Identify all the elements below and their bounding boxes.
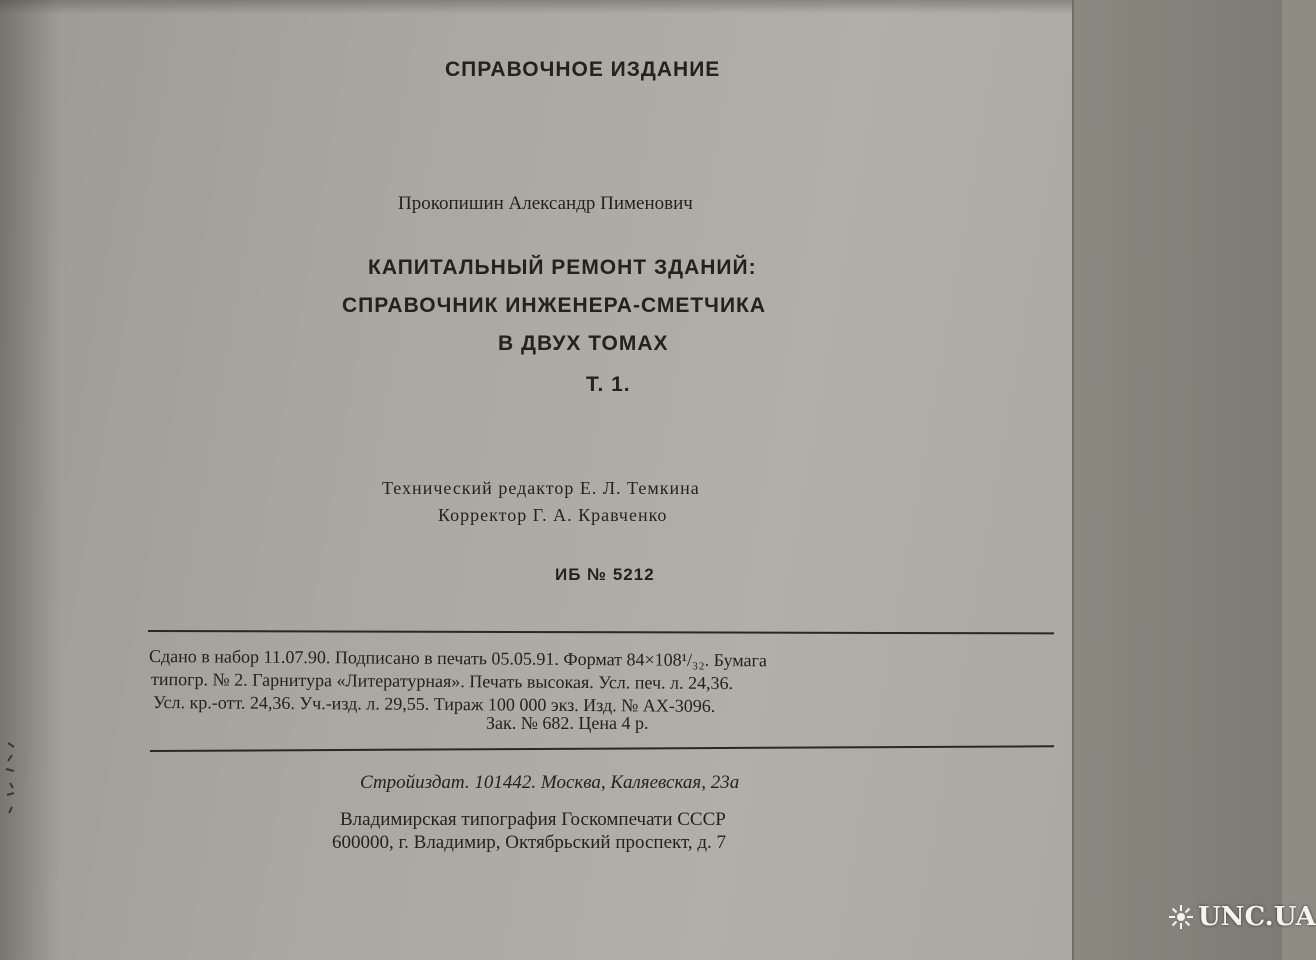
publisher-address: Стройиздат. 101442. Москва, Каляевская, 23а	[360, 772, 740, 793]
imprint-line-4: Зак. № 682. Цена 4 р.	[486, 713, 649, 733]
page-right-edge	[1072, 0, 1282, 960]
sunburst-logo-icon	[1168, 904, 1194, 930]
pencil-marks	[0, 735, 40, 825]
site-watermark	[1168, 902, 1316, 932]
imprint-line-1: Сдано в набор 11.07.90. Подписано в печать 05.05.91. Формат 84×108¹/₃₂. Бумага	[148, 646, 768, 671]
watermark-text: UNC.UA	[1198, 902, 1316, 932]
imprint-line-2: типогр. № 2. Гарнитура «Литературная». Печать высокая. Усл. печ. л. 24,36.	[150, 669, 734, 694]
volume-number: Т. 1.	[586, 373, 631, 396]
author-name: Прокопишин Александр Пименович	[398, 193, 693, 214]
ib-number: ИБ № 5212	[555, 565, 655, 584]
imprint-line-3: Усл. кр.-отт. 24,36. Уч.-изд. л. 29,55. Тираж 100 000 экз. Изд. № АХ-3096.	[152, 692, 716, 716]
printer-address: 600000, г. Владимир, Октябрьский проспект, д. 7	[332, 832, 727, 853]
edition-type: СПРАВОЧНОЕ ИЗДАНИЕ	[445, 58, 721, 81]
technical-editor: Технический редактор Е. Л. Темкина	[382, 478, 700, 498]
book-title-line-2: СПРАВОЧНИК ИНЖЕНЕРА-СМЕТЧИКА	[342, 294, 767, 317]
corrector: Корректор Г. А. Кравченко	[438, 505, 668, 525]
book-title-line-1: КАПИТАЛЬНЫЙ РЕМОНТ ЗДАНИЙ:	[368, 256, 757, 279]
book-title-line-3: В ДВУХ ТОМАХ	[498, 332, 669, 355]
printer-name: Владимирская типография Госкомпечати СССР	[340, 809, 726, 830]
